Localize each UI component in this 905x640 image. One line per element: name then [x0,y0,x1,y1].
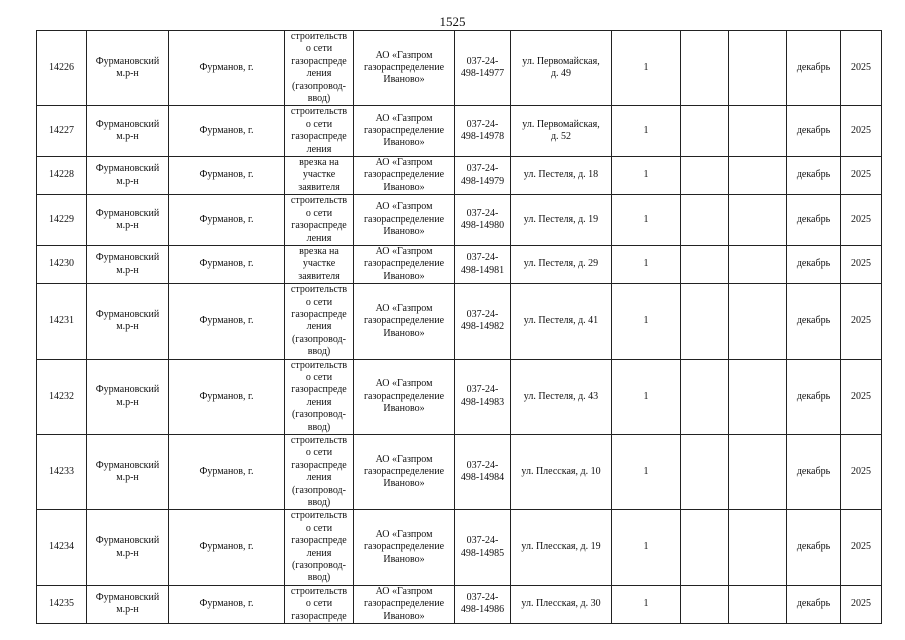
year-cell: 2025 [841,435,882,510]
address-cell: ул. Плесская, д. 10 [511,435,612,510]
empty-cell [729,245,787,283]
month-cell: декабрь [787,245,841,283]
year-cell: 2025 [841,510,882,585]
empty-cell [681,106,729,157]
table-row [37,31,882,106]
district-cell: Фурмановский м.р-н [87,245,169,283]
town-cell: Фурманов, г. [169,510,285,585]
empty-cell [681,157,729,195]
month-cell: декабрь [787,510,841,585]
month-cell: декабрь [787,31,841,106]
town-cell: Фурманов, г. [169,245,285,283]
row-number: 14226 [37,31,87,106]
district-cell: Фурмановский м.р-н [87,284,169,359]
work-type-cell: строительств о сети газораспреде ления (газопровод- ввод) [285,31,354,106]
work-type-cell: строительств о сети газораспреде [285,585,354,623]
empty-cell [681,245,729,283]
empty-cell [729,284,787,359]
table-row [37,157,882,195]
district-cell: Фурмановский м.р-н [87,359,169,434]
empty-cell [681,31,729,106]
application-code-cell: 037-24- 498-14981 [455,245,511,283]
application-code-cell: 037-24- 498-14978 [455,106,511,157]
table-row [37,195,882,246]
work-type-cell: строительств о сети газораспреде ления (газопровод- ввод) [285,284,354,359]
address-cell: ул. Первомайская, д. 49 [511,31,612,106]
application-code-cell: 037-24- 498-14980 [455,195,511,246]
work-type-cell: строительств о сети газораспреде ления [285,106,354,157]
row-number: 14233 [37,435,87,510]
empty-cell [729,435,787,510]
organization-cell: АО «Газпром газораспределение Иваново» [354,195,455,246]
row-number: 14229 [37,195,87,246]
organization-cell: АО «Газпром газораспределение Иваново» [354,435,455,510]
empty-cell [729,106,787,157]
town-cell: Фурманов, г. [169,585,285,623]
address-cell: ул. Первомайская, д. 52 [511,106,612,157]
quantity-cell: 1 [612,585,681,623]
quantity-cell: 1 [612,284,681,359]
organization-cell: АО «Газпром газораспределение Иваново» [354,106,455,157]
quantity-cell: 1 [612,435,681,510]
empty-cell [729,195,787,246]
year-cell: 2025 [841,31,882,106]
row-number: 14227 [37,106,87,157]
table-row [37,106,882,157]
row-number: 14231 [37,284,87,359]
page-number: 1525 [439,14,466,29]
empty-cell [681,510,729,585]
address-cell: ул. Пестеля, д. 43 [511,359,612,434]
application-code-cell: 037-24- 498-14977 [455,31,511,106]
month-cell: декабрь [787,284,841,359]
year-cell: 2025 [841,106,882,157]
district-cell: Фурмановский м.р-н [87,510,169,585]
month-cell: декабрь [787,585,841,623]
quantity-cell: 1 [612,510,681,585]
table-row [37,359,882,434]
row-number: 14228 [37,157,87,195]
work-type-cell: строительств о сети газораспреде ления (газопровод- ввод) [285,510,354,585]
row-number: 14232 [37,359,87,434]
table-row [37,245,882,283]
empty-cell [729,510,787,585]
row-number: 14230 [37,245,87,283]
month-cell: декабрь [787,195,841,246]
work-type-cell: строительств о сети газораспреде ления [285,195,354,246]
empty-cell [681,585,729,623]
town-cell: Фурманов, г. [169,195,285,246]
year-cell: 2025 [841,245,882,283]
organization-cell: АО «Газпром газораспределение Иваново» [354,284,455,359]
row-number: 14235 [37,585,87,623]
month-cell: декабрь [787,435,841,510]
empty-cell [681,435,729,510]
year-cell: 2025 [841,359,882,434]
district-cell: Фурмановский м.р-н [87,435,169,510]
quantity-cell: 1 [612,359,681,434]
district-cell: Фурмановский м.р-н [87,585,169,623]
organization-cell: АО «Газпром газораспределение Иваново» [354,510,455,585]
application-code-cell: 037-24- 498-14979 [455,157,511,195]
district-cell: Фурмановский м.р-н [87,106,169,157]
district-cell: Фурмановский м.р-н [87,157,169,195]
work-type-cell: врезка на участке заявителя [285,157,354,195]
gas-connection-table [36,30,882,624]
address-cell: ул. Пестеля, д. 29 [511,245,612,283]
year-cell: 2025 [841,157,882,195]
table-row [37,435,882,510]
application-code-cell: 037-24- 498-14983 [455,359,511,434]
address-cell: ул. Пестеля, д. 19 [511,195,612,246]
table-row [37,284,882,359]
organization-cell: АО «Газпром газораспределение Иваново» [354,359,455,434]
quantity-cell: 1 [612,245,681,283]
empty-cell [729,585,787,623]
organization-cell: АО «Газпром газораспределение Иваново» [354,245,455,283]
organization-cell: АО «Газпром газораспределение Иваново» [354,31,455,106]
quantity-cell: 1 [612,157,681,195]
town-cell: Фурманов, г. [169,359,285,434]
town-cell: Фурманов, г. [169,106,285,157]
row-number: 14234 [37,510,87,585]
address-cell: ул. Плесская, д. 30 [511,585,612,623]
table-row [37,510,882,585]
district-cell: Фурмановский м.р-н [87,195,169,246]
quantity-cell: 1 [612,106,681,157]
empty-cell [681,359,729,434]
table-row [37,585,882,623]
quantity-cell: 1 [612,195,681,246]
application-code-cell: 037-24- 498-14982 [455,284,511,359]
work-type-cell: строительств о сети газораспреде ления (газопровод- ввод) [285,359,354,434]
empty-cell [729,359,787,434]
organization-cell: АО «Газпром газораспределение Иваново» [354,585,455,623]
address-cell: ул. Плесская, д. 19 [511,510,612,585]
year-cell: 2025 [841,284,882,359]
month-cell: декабрь [787,106,841,157]
town-cell: Фурманов, г. [169,284,285,359]
address-cell: ул. Пестеля, д. 41 [511,284,612,359]
application-code-cell: 037-24- 498-14985 [455,510,511,585]
town-cell: Фурманов, г. [169,435,285,510]
work-type-cell: врезка на участке заявителя [285,245,354,283]
empty-cell [681,284,729,359]
year-cell: 2025 [841,195,882,246]
month-cell: декабрь [787,359,841,434]
work-type-cell: строительств о сети газораспреде ления (газопровод- ввод) [285,435,354,510]
year-cell: 2025 [841,585,882,623]
district-cell: Фурмановский м.р-н [87,31,169,106]
quantity-cell: 1 [612,31,681,106]
application-code-cell: 037-24- 498-14986 [455,585,511,623]
town-cell: Фурманов, г. [169,157,285,195]
address-cell: ул. Пестеля, д. 18 [511,157,612,195]
empty-cell [729,31,787,106]
empty-cell [729,157,787,195]
organization-cell: АО «Газпром газораспределение Иваново» [354,157,455,195]
empty-cell [681,195,729,246]
month-cell: декабрь [787,157,841,195]
town-cell: Фурманов, г. [169,31,285,106]
application-code-cell: 037-24- 498-14984 [455,435,511,510]
